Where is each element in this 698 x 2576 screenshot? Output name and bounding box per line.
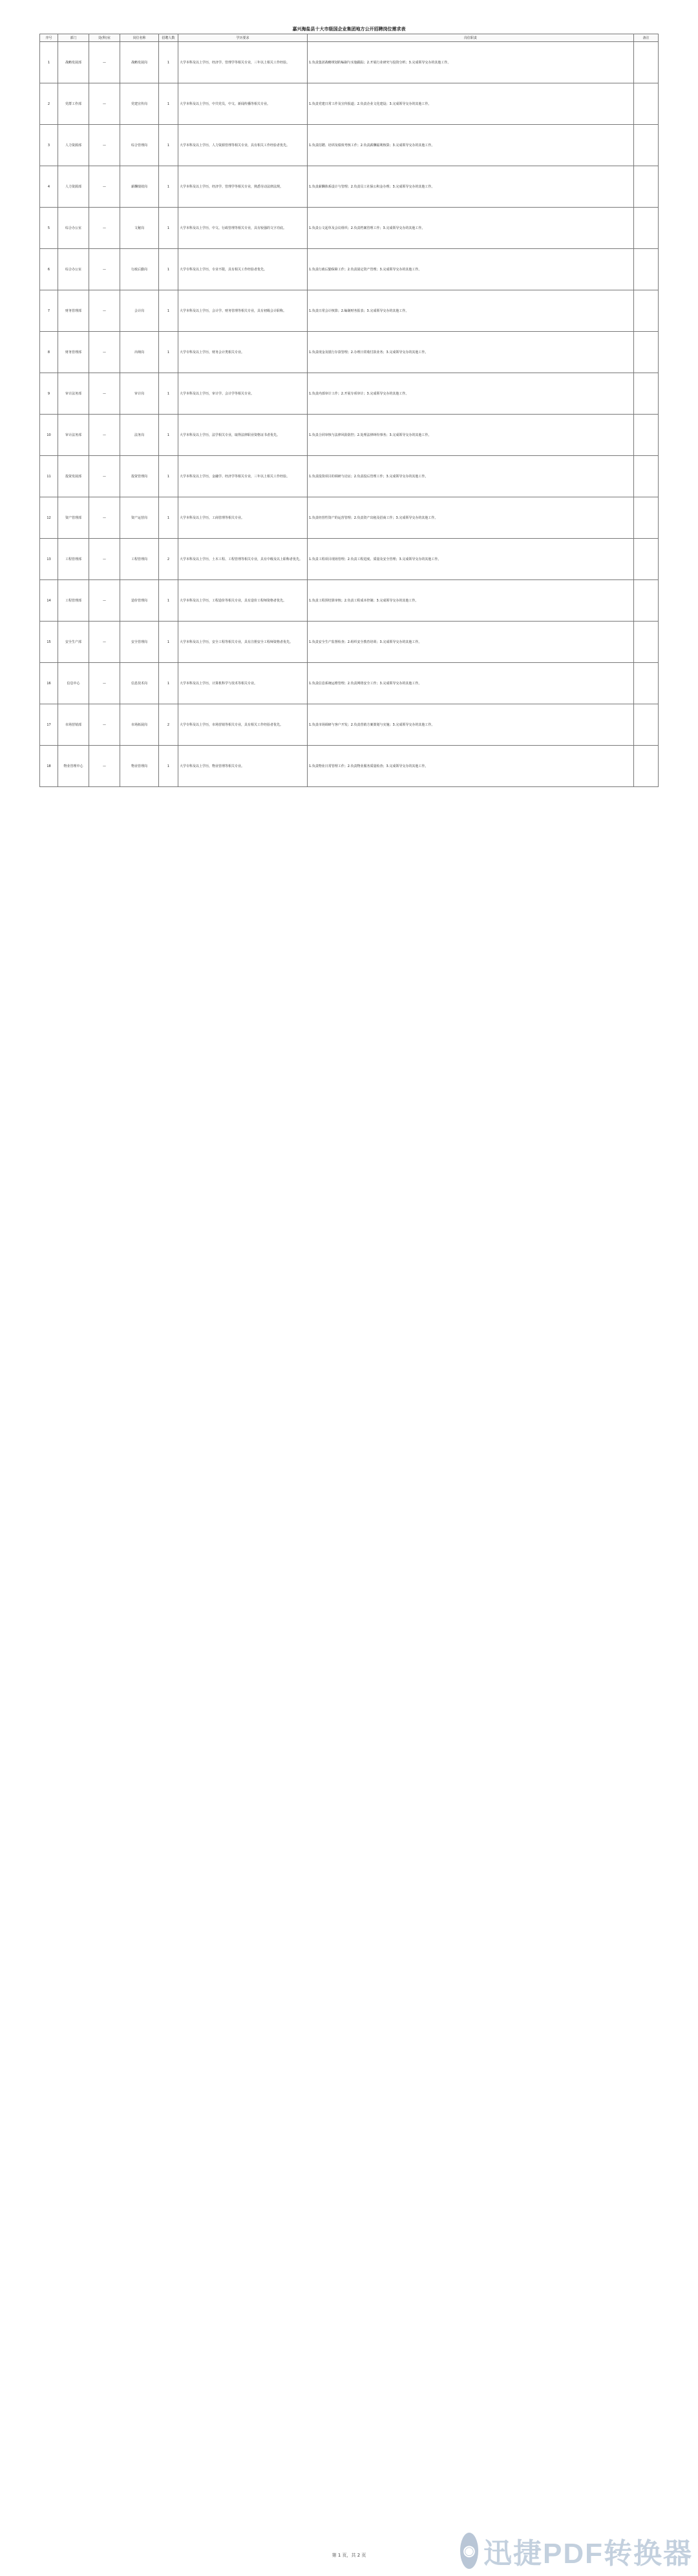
row-headcount: 2 bbox=[159, 704, 178, 746]
row-number: 5 bbox=[40, 208, 58, 249]
row-number: 15 bbox=[40, 622, 58, 663]
row-section: — bbox=[89, 539, 120, 580]
row-job-title: 物业管理岗 bbox=[120, 746, 159, 787]
row-duties: 1.负责投资项目的调研与论证；2.负责投后管理工作；3.完成领导交办的其他工作。 bbox=[308, 456, 634, 497]
row-number: 6 bbox=[40, 249, 58, 290]
table-row bbox=[40, 166, 659, 208]
row-number: 4 bbox=[40, 166, 58, 208]
row-section: — bbox=[89, 456, 120, 497]
row-requirements: 大学专科及以上学历，专业不限，具有相关工作经验者优先。 bbox=[178, 249, 308, 290]
row-duties: 1.负责市场调研与客户开发；2.负责营销方案策划与实施；3.完成领导交办的其他工作。 bbox=[308, 704, 634, 746]
row-note bbox=[634, 83, 659, 125]
row-number: 14 bbox=[40, 580, 58, 622]
row-note bbox=[634, 332, 659, 373]
row-duties: 1.负责安全生产监督检查；2.组织安全教育培训；3.完成领导交办的其他工作。 bbox=[308, 622, 634, 663]
row-job-title: 资产运营岗 bbox=[120, 497, 159, 539]
row-section: — bbox=[89, 166, 120, 208]
row-headcount: 1 bbox=[159, 332, 178, 373]
row-job-title: 投资管理岗 bbox=[120, 456, 159, 497]
row-headcount: 1 bbox=[159, 456, 178, 497]
table-row bbox=[40, 456, 659, 497]
row-department: 工程管理部 bbox=[58, 539, 89, 580]
table-row bbox=[40, 622, 659, 663]
row-duties: 1.负责工程项目现场管理；2.负责工程进度、质量及安全管理；3.完成领导交办的其他工作。 bbox=[308, 539, 634, 580]
table-row bbox=[40, 663, 659, 704]
row-department: 资产管理部 bbox=[58, 497, 89, 539]
row-note bbox=[634, 249, 659, 290]
recruitment-table bbox=[39, 34, 659, 787]
row-note bbox=[634, 497, 659, 539]
row-duties: 1.负责合同审核与法律风险防控；2.处理法律纠纷事务；3.完成领导交办的其他工作。 bbox=[308, 415, 634, 456]
row-duties: 1.负责党建日常工作及宣传报道；2.负责企业文化建设；3.完成领导交办的其他工作。 bbox=[308, 83, 634, 125]
row-number: 3 bbox=[40, 125, 58, 166]
table-row bbox=[40, 83, 659, 125]
row-section: — bbox=[89, 373, 120, 415]
row-duties: 1.负责工程预结算审核；2.负责工程成本控制；3.完成领导交办的其他工作。 bbox=[308, 580, 634, 622]
header-no: 序号 bbox=[40, 34, 58, 42]
row-job-title: 会计岗 bbox=[120, 290, 159, 332]
row-department: 审计法务部 bbox=[58, 415, 89, 456]
table-row bbox=[40, 290, 659, 332]
row-department: 财务管理部 bbox=[58, 332, 89, 373]
row-number: 2 bbox=[40, 83, 58, 125]
row-requirements: 大学本科及以上学历，经济学、管理学等相关专业，熟悉劳动法律法规。 bbox=[178, 166, 308, 208]
row-note bbox=[634, 125, 659, 166]
row-section: — bbox=[89, 497, 120, 539]
row-job-title: 审计岗 bbox=[120, 373, 159, 415]
row-requirements: 大学本科及以上学历，会计学、财务管理等相关专业，具有初级会计职称。 bbox=[178, 290, 308, 332]
row-number: 10 bbox=[40, 415, 58, 456]
row-requirements: 大学本科及以上学历，工程造价等相关专业，具有造价工程师资格者优先。 bbox=[178, 580, 308, 622]
row-requirements: 大学本科及以上学历，工商管理等相关专业。 bbox=[178, 497, 308, 539]
row-number: 9 bbox=[40, 373, 58, 415]
row-section: — bbox=[89, 415, 120, 456]
header-duty: 岗位职责 bbox=[308, 34, 634, 42]
table-row bbox=[40, 746, 659, 787]
row-duties: 1.负责现金及银行存款管理；2.办理日常收付款业务；3.完成领导交办的其他工作。 bbox=[308, 332, 634, 373]
row-requirements: 大学专科及以上学历，财务会计类相关专业。 bbox=[178, 332, 308, 373]
row-headcount: 1 bbox=[159, 746, 178, 787]
row-duties: 1.负责信息系统运维管理；2.负责网络安全工作；3.完成领导交办的其他工作。 bbox=[308, 663, 634, 704]
row-department: 人力资源部 bbox=[58, 166, 89, 208]
row-job-title: 薪酬绩效岗 bbox=[120, 166, 159, 208]
row-headcount: 1 bbox=[159, 83, 178, 125]
row-section: — bbox=[89, 663, 120, 704]
row-headcount: 1 bbox=[159, 373, 178, 415]
row-headcount: 1 bbox=[159, 249, 178, 290]
row-section: — bbox=[89, 332, 120, 373]
row-note bbox=[634, 580, 659, 622]
table-row bbox=[40, 125, 659, 166]
row-number: 13 bbox=[40, 539, 58, 580]
row-requirements: 大学本科及以上学历，金融学、经济学等相关专业，三年以上相关工作经验。 bbox=[178, 456, 308, 497]
header-note: 备注 bbox=[634, 34, 659, 42]
row-duties: 1.负责集团战略规划的编制与实施跟踪；2.开展行业研究与投资分析；3.完成领导交办的其他工作。 bbox=[308, 42, 634, 83]
row-requirements: 大学本科及以上学历，审计学、会计学等相关专业。 bbox=[178, 373, 308, 415]
row-headcount: 2 bbox=[159, 539, 178, 580]
watermark-text: 迅捷PDF转换器 bbox=[483, 2538, 693, 2570]
row-note bbox=[634, 415, 659, 456]
row-number: 7 bbox=[40, 290, 58, 332]
row-job-title: 战略发展岗 bbox=[120, 42, 159, 83]
row-department: 审计法务部 bbox=[58, 373, 89, 415]
row-duties: 1.负责经营性资产的运营管理；2.负责资产出租及招商工作；3.完成领导交办的其他工作。 bbox=[308, 497, 634, 539]
row-department: 安全生产部 bbox=[58, 622, 89, 663]
header-section: 处(科)室 bbox=[89, 34, 120, 42]
row-department: 工程管理部 bbox=[58, 580, 89, 622]
row-note bbox=[634, 290, 659, 332]
row-note bbox=[634, 704, 659, 746]
row-headcount: 1 bbox=[159, 42, 178, 83]
row-section: — bbox=[89, 704, 120, 746]
row-job-title: 党建宣传岗 bbox=[120, 83, 159, 125]
row-job-title: 信息技术岗 bbox=[120, 663, 159, 704]
watermark bbox=[460, 2530, 693, 2571]
row-note bbox=[634, 622, 659, 663]
row-section: — bbox=[89, 125, 120, 166]
row-duties: 1.负责行政后勤保障工作；2.负责固定资产管理；3.完成领导交办的其他工作。 bbox=[308, 249, 634, 290]
row-number: 17 bbox=[40, 704, 58, 746]
row-duties: 1.负责公文起草及会议组织；2.负责档案管理工作；3.完成领导交办的其他工作。 bbox=[308, 208, 634, 249]
row-department: 信息中心 bbox=[58, 663, 89, 704]
row-department: 物业管理中心 bbox=[58, 746, 89, 787]
row-department: 财务管理部 bbox=[58, 290, 89, 332]
row-section: — bbox=[89, 42, 120, 83]
table-row bbox=[40, 539, 659, 580]
row-duties: 1.负责内部审计工作；2.开展专项审计；3.完成领导交办的其他工作。 bbox=[308, 373, 634, 415]
row-headcount: 1 bbox=[159, 415, 178, 456]
row-requirements: 大学本科及以上学历，安全工程等相关专业，具有注册安全工程师资格者优先。 bbox=[178, 622, 308, 663]
row-section: — bbox=[89, 249, 120, 290]
table-row bbox=[40, 704, 659, 746]
header-count: 招聘人数 bbox=[159, 34, 178, 42]
table-row bbox=[40, 249, 659, 290]
row-requirements: 大学本科及以上学历，计算机科学与技术等相关专业。 bbox=[178, 663, 308, 704]
header-dept: 部门 bbox=[58, 34, 89, 42]
row-job-title: 安全管理岗 bbox=[120, 622, 159, 663]
row-requirements: 大学本科及以上学历，法学相关专业，取得法律职业资格证书者优先。 bbox=[178, 415, 308, 456]
header-job: 岗位名称 bbox=[120, 34, 159, 42]
row-department: 人力资源部 bbox=[58, 125, 89, 166]
row-headcount: 1 bbox=[159, 622, 178, 663]
row-department: 战略发展部 bbox=[58, 42, 89, 83]
row-headcount: 1 bbox=[159, 663, 178, 704]
row-department: 市场营销部 bbox=[58, 704, 89, 746]
row-note bbox=[634, 663, 659, 704]
table-row bbox=[40, 497, 659, 539]
row-duties: 1.负责日常会计核算；2.编制财务报表；3.完成领导交办的其他工作。 bbox=[308, 290, 634, 332]
watermark-logo-icon: ◉ bbox=[460, 2533, 478, 2569]
row-note bbox=[634, 539, 659, 580]
page-footer: 第 1 页，共 2 页 bbox=[332, 2553, 366, 2558]
row-number: 18 bbox=[40, 746, 58, 787]
row-headcount: 1 bbox=[159, 166, 178, 208]
row-headcount: 1 bbox=[159, 290, 178, 332]
row-job-title: 综合管理岗 bbox=[120, 125, 159, 166]
table-row bbox=[40, 332, 659, 373]
row-number: 8 bbox=[40, 332, 58, 373]
row-section: — bbox=[89, 208, 120, 249]
table-row bbox=[40, 208, 659, 249]
row-department: 综合办公室 bbox=[58, 208, 89, 249]
table-header-row bbox=[40, 34, 659, 42]
row-requirements: 大学本科及以上学历，人力资源管理等相关专业，具有相关工作经验者优先。 bbox=[178, 125, 308, 166]
table-row bbox=[40, 42, 659, 83]
row-job-title: 文秘岗 bbox=[120, 208, 159, 249]
row-duties: 1.负责招聘、培训及绩效考核工作；2.负责薪酬福利核算；3.完成领导交办的其他工作。 bbox=[308, 125, 634, 166]
row-headcount: 1 bbox=[159, 208, 178, 249]
row-requirements: 大学专科及以上学历，市场营销等相关专业，具有相关工作经验者优先。 bbox=[178, 704, 308, 746]
row-requirements: 大学本科及以上学历，土木工程、工程管理等相关专业，具有中级及以上职称者优先。 bbox=[178, 539, 308, 580]
table-row bbox=[40, 415, 659, 456]
row-job-title: 出纳岗 bbox=[120, 332, 159, 373]
row-department: 投资发展部 bbox=[58, 456, 89, 497]
row-job-title: 工程管理岗 bbox=[120, 539, 159, 580]
row-requirements: 大学本科及以上学历，中共党员，中文、新闻传播等相关专业。 bbox=[178, 83, 308, 125]
row-section: — bbox=[89, 83, 120, 125]
row-job-title: 造价管理岗 bbox=[120, 580, 159, 622]
row-section: — bbox=[89, 746, 120, 787]
row-job-title: 行政后勤岗 bbox=[120, 249, 159, 290]
row-section: — bbox=[89, 580, 120, 622]
row-requirements: 大学专科及以上学历，物业管理等相关专业。 bbox=[178, 746, 308, 787]
row-note bbox=[634, 42, 659, 83]
document-title: 嘉兴海盐县十大市级国企业集团地方公开招聘岗位需求表 bbox=[292, 27, 406, 32]
row-headcount: 1 bbox=[159, 580, 178, 622]
table-row bbox=[40, 580, 659, 622]
row-note bbox=[634, 746, 659, 787]
row-section: — bbox=[89, 622, 120, 663]
row-duties: 1.负责薪酬体系设计与管理；2.负责员工社保公积金办理；3.完成领导交办的其他工作。 bbox=[308, 166, 634, 208]
row-requirements: 大学本科及以上学历，中文、行政管理等相关专业，具有较强的文字功底。 bbox=[178, 208, 308, 249]
row-job-title: 市场拓展岗 bbox=[120, 704, 159, 746]
row-requirements: 大学本科及以上学历，经济学、管理学等相关专业，三年以上相关工作经验。 bbox=[178, 42, 308, 83]
row-note bbox=[634, 208, 659, 249]
row-number: 16 bbox=[40, 663, 58, 704]
row-job-title: 法务岗 bbox=[120, 415, 159, 456]
table-body bbox=[40, 42, 659, 787]
row-note bbox=[634, 456, 659, 497]
header-quals: 学历要求 bbox=[178, 34, 308, 42]
table-row bbox=[40, 373, 659, 415]
row-department: 党群工作部 bbox=[58, 83, 89, 125]
row-number: 1 bbox=[40, 42, 58, 83]
row-number: 12 bbox=[40, 497, 58, 539]
row-department: 综合办公室 bbox=[58, 249, 89, 290]
row-headcount: 1 bbox=[159, 497, 178, 539]
row-number: 11 bbox=[40, 456, 58, 497]
row-headcount: 1 bbox=[159, 125, 178, 166]
row-section: — bbox=[89, 290, 120, 332]
row-note bbox=[634, 373, 659, 415]
row-note bbox=[634, 166, 659, 208]
row-duties: 1.负责物业日常管理工作；2.负责物业服务质量检查；3.完成领导交办的其他工作。 bbox=[308, 746, 634, 787]
